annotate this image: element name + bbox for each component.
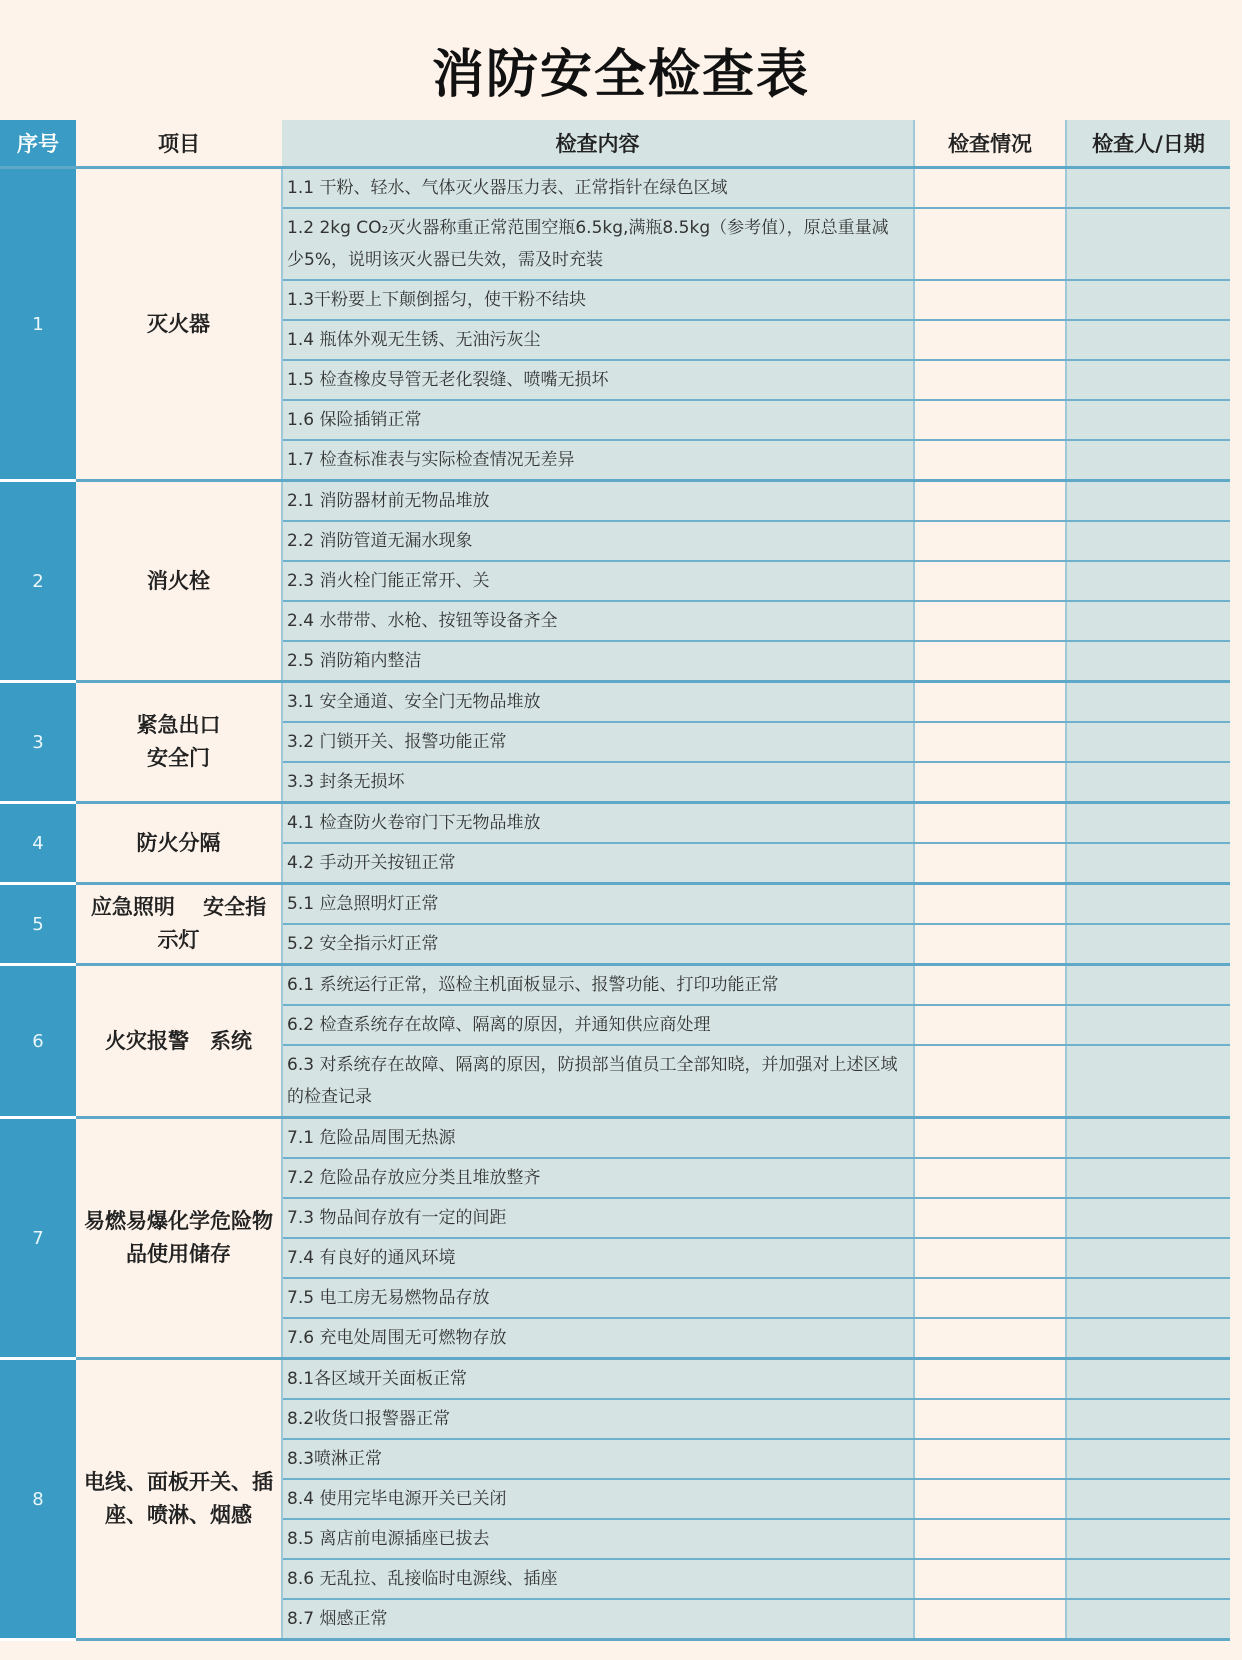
item-cell: 电线、面板开关、插座、喷淋、烟感 (76, 1359, 282, 1640)
status-cell[interactable] (914, 208, 1066, 280)
table-row (0, 965, 1230, 1006)
content-cell: 2.2 消防管道无漏水现象 (282, 521, 914, 561)
seq-cell: 2 (0, 481, 76, 682)
status-cell[interactable] (914, 965, 1066, 1006)
seq-cell: 1 (0, 168, 76, 481)
seq-cell: 6 (0, 965, 76, 1118)
inspector-cell[interactable] (1066, 1045, 1230, 1118)
status-cell[interactable] (914, 360, 1066, 400)
inspector-cell[interactable] (1066, 1158, 1230, 1198)
inspector-cell[interactable] (1066, 1399, 1230, 1439)
inspector-cell[interactable] (1066, 1005, 1230, 1045)
content-cell: 8.5 离店前电源插座已拔去 (282, 1519, 914, 1559)
status-cell[interactable] (914, 1559, 1066, 1599)
item-cell: 灭火器 (76, 168, 282, 481)
inspector-cell[interactable] (1066, 481, 1230, 522)
inspector-cell[interactable] (1066, 1238, 1230, 1278)
content-cell: 8.7 烟感正常 (282, 1599, 914, 1640)
content-cell: 1.5 检查橡皮导管无老化裂缝、喷嘴无损坏 (282, 360, 914, 400)
item-cell: 紧急出口 安全门 (76, 682, 282, 803)
item-cell: 火灾报警 系统 (76, 965, 282, 1118)
header-item: 项目 (76, 120, 282, 168)
inspector-cell[interactable] (1066, 440, 1230, 481)
table-row (0, 884, 1230, 925)
status-cell[interactable] (914, 1158, 1066, 1198)
content-cell: 6.2 检查系统存在故障、隔离的原因，并通知供应商处理 (282, 1005, 914, 1045)
seq-cell: 8 (0, 1359, 76, 1640)
inspector-cell[interactable] (1066, 1439, 1230, 1479)
content-cell: 7.2 危险品存放应分类且堆放整齐 (282, 1158, 914, 1198)
table-row (0, 682, 1230, 723)
status-cell[interactable] (914, 1479, 1066, 1519)
header-seq: 序号 (0, 120, 76, 168)
inspector-cell[interactable] (1066, 208, 1230, 280)
content-cell: 8.4 使用完毕电源开关已关闭 (282, 1479, 914, 1519)
inspector-cell[interactable] (1066, 320, 1230, 360)
content-cell: 6.1 系统运行正常，巡检主机面板显示、报警功能、打印功能正常 (282, 965, 914, 1006)
inspector-cell[interactable] (1066, 1359, 1230, 1400)
status-cell[interactable] (914, 762, 1066, 803)
inspector-cell[interactable] (1066, 803, 1230, 844)
content-cell: 7.6 充电处周围无可燃物存放 (282, 1318, 914, 1359)
inspector-cell[interactable] (1066, 965, 1230, 1006)
item-cell: 易燃易爆化学危险物品使用储存 (76, 1118, 282, 1359)
content-cell: 2.5 消防箱内整洁 (282, 641, 914, 682)
inspector-cell[interactable] (1066, 561, 1230, 601)
inspector-cell[interactable] (1066, 843, 1230, 884)
table-body (0, 168, 1230, 1640)
inspector-cell[interactable] (1066, 1559, 1230, 1599)
status-cell[interactable] (914, 1005, 1066, 1045)
table-row (0, 481, 1230, 522)
inspection-table (0, 120, 1230, 1641)
content-cell: 4.1 检查防火卷帘门下无物品堆放 (282, 803, 914, 844)
content-cell: 1.4 瓶体外观无生锈、无油污灰尘 (282, 320, 914, 360)
inspector-cell[interactable] (1066, 682, 1230, 723)
inspector-cell[interactable] (1066, 1599, 1230, 1640)
content-cell: 7.5 电工房无易燃物品存放 (282, 1278, 914, 1318)
inspector-cell[interactable] (1066, 1198, 1230, 1238)
inspector-cell[interactable] (1066, 924, 1230, 965)
status-cell[interactable] (914, 682, 1066, 723)
item-cell: 应急照明 安全指示灯 (76, 884, 282, 965)
status-cell[interactable] (914, 1198, 1066, 1238)
status-cell[interactable] (914, 440, 1066, 481)
item-cell: 消火栓 (76, 481, 282, 682)
content-cell: 5.1 应急照明灯正常 (282, 884, 914, 925)
content-cell: 2.4 水带带、水枪、按钮等设备齐全 (282, 601, 914, 641)
status-cell[interactable] (914, 1519, 1066, 1559)
status-cell[interactable] (914, 722, 1066, 762)
status-cell[interactable] (914, 1599, 1066, 1640)
content-cell: 1.1 干粉、轻水、气体灭火器压力表、正常指针在绿色区域 (282, 168, 914, 209)
inspector-cell[interactable] (1066, 1278, 1230, 1318)
table-row (0, 1359, 1230, 1400)
content-cell: 1.7 检查标准表与实际检查情况无差异 (282, 440, 914, 481)
content-cell: 1.6 保险插销正常 (282, 400, 914, 440)
page-title: 消防安全检查表 (431, 45, 810, 105)
content-cell: 8.3喷淋正常 (282, 1439, 914, 1479)
inspector-cell[interactable] (1066, 884, 1230, 925)
content-cell: 7.1 危险品周围无热源 (282, 1118, 914, 1159)
content-cell: 7.4 有良好的通风环境 (282, 1238, 914, 1278)
seq-cell: 5 (0, 884, 76, 965)
inspector-cell[interactable] (1066, 280, 1230, 320)
inspector-cell[interactable] (1066, 1118, 1230, 1159)
inspector-cell[interactable] (1066, 1318, 1230, 1359)
inspector-cell[interactable] (1066, 722, 1230, 762)
status-cell[interactable] (914, 601, 1066, 641)
status-cell[interactable] (914, 924, 1066, 965)
seq-cell: 3 (0, 682, 76, 803)
status-cell[interactable] (914, 521, 1066, 561)
content-cell: 2.3 消火栓门能正常开、关 (282, 561, 914, 601)
content-cell: 5.2 安全指示灯正常 (282, 924, 914, 965)
status-cell[interactable] (914, 168, 1066, 209)
content-cell: 8.6 无乱拉、乱接临时电源线、插座 (282, 1559, 914, 1599)
content-cell: 1.2 2kg CO₂灭火器称重正常范围空瓶6.5kg,满瓶8.5kg（参考值），原总重量减少5%，说明该灭火器已失效，需及时充装 (282, 208, 914, 280)
status-cell[interactable] (914, 843, 1066, 884)
status-cell[interactable] (914, 1118, 1066, 1159)
table-row (0, 803, 1230, 844)
status-cell[interactable] (914, 1278, 1066, 1318)
content-cell: 7.3 物品间存放有一定的间距 (282, 1198, 914, 1238)
inspector-cell[interactable] (1066, 641, 1230, 682)
status-cell[interactable] (914, 561, 1066, 601)
status-cell[interactable] (914, 1399, 1066, 1439)
inspector-cell[interactable] (1066, 762, 1230, 803)
inspector-cell[interactable] (1066, 400, 1230, 440)
content-cell: 1.3干粉要上下颠倒摇匀，使干粉不结块 (282, 280, 914, 320)
content-cell: 8.2收货口报警器正常 (282, 1399, 914, 1439)
header-inspector: 检查人/日期 (1066, 120, 1230, 168)
status-cell[interactable] (914, 1359, 1066, 1400)
status-cell[interactable] (914, 280, 1066, 320)
content-cell: 6.3 对系统存在故障、隔离的原因，防损部当值员工全部知晓，并加强对上述区域的检查记录 (282, 1045, 914, 1118)
inspector-cell[interactable] (1066, 521, 1230, 561)
table-row (0, 1118, 1230, 1159)
header-content: 检查内容 (282, 120, 914, 168)
inspector-cell[interactable] (1066, 168, 1230, 209)
inspector-cell[interactable] (1066, 1479, 1230, 1519)
status-cell[interactable] (914, 1045, 1066, 1118)
status-cell[interactable] (914, 884, 1066, 925)
inspector-cell[interactable] (1066, 1519, 1230, 1559)
content-cell: 3.2 门锁开关、报警功能正常 (282, 722, 914, 762)
status-cell[interactable] (914, 320, 1066, 360)
status-cell[interactable] (914, 803, 1066, 844)
status-cell[interactable] (914, 1439, 1066, 1479)
seq-cell: 4 (0, 803, 76, 884)
content-cell: 4.2 手动开关按钮正常 (282, 843, 914, 884)
status-cell[interactable] (914, 641, 1066, 682)
status-cell[interactable] (914, 1318, 1066, 1359)
content-cell: 3.3 封条无损坏 (282, 762, 914, 803)
content-cell: 3.1 安全通道、安全门无物品堆放 (282, 682, 914, 723)
inspector-cell[interactable] (1066, 601, 1230, 641)
inspector-cell[interactable] (1066, 360, 1230, 400)
content-cell: 2.1 消防器材前无物品堆放 (282, 481, 914, 522)
header-status: 检查情况 (914, 120, 1066, 168)
status-cell[interactable] (914, 481, 1066, 522)
item-cell: 防火分隔 (76, 803, 282, 884)
seq-cell: 7 (0, 1118, 76, 1359)
status-cell[interactable] (914, 400, 1066, 440)
table-row (0, 168, 1230, 209)
content-cell: 8.1各区域开关面板正常 (282, 1359, 914, 1400)
status-cell[interactable] (914, 1238, 1066, 1278)
